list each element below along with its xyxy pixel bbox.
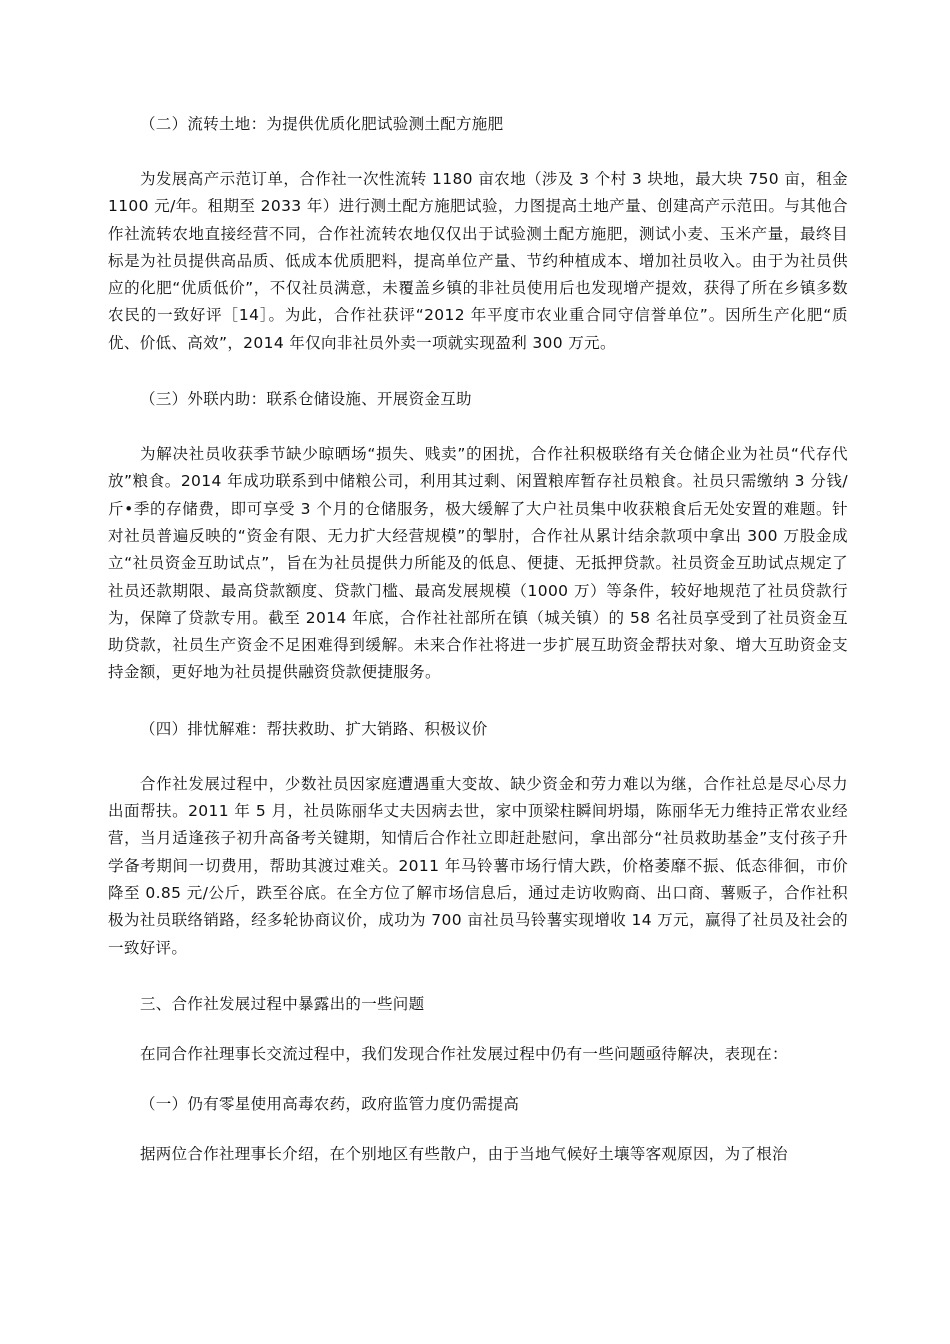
section-paragraph-3: 为解决社员收获季节缺少晾晒场“损失、贱卖”的困扰，合作社积极联络有关仓储企业为社员“代存代放”粮食。2014 年成功联系到中储粮公司，利用其过剩、闲置粮库暂存社员粮食。社员只需缴纳 3 分钱/斤•季的存储费，即可享受 3 个月的仓储服务，极大缓解了大户社员集中收获粮食后无处安置的难题。针对社员普遍反映的“资金有限、无力扩大经营规模”的掣肘，合作社从累计结余款项中拿出 300 万股金成立“社员资金互助试点”，旨在为社员提供力所能及的低息、便捷、无抵押贷款。社员资金互助试点规定了社员还款期限、最高贷款额度、贷款门槛、最高发展规模（1000 万）等条件，较好地规范了社员贷款行为，保障了贷款专用。截至 2014 年底，合作社社部所在镇（城关镇）的 58 名社员享受到了社员资金互助贷款，社员生产资金不足困难得到缓解。未来合作社将进一步扩展互助资金帮扶对象、增大互助资金支持金额，更好地为社员提供融资贷款便捷服务。 (108, 445, 848, 682)
part-3-subheading-1: （一）仍有零星使用高毒农药，政府监管力度仍需提高 (140, 1094, 520, 1113)
section-heading-4: （四）排忧解难：帮扶救助、扩大销路、积极议价 (140, 719, 488, 738)
document-body (108, 108, 848, 1170)
part-heading-3: 三、合作社发展过程中暴露出的一些问题 (140, 994, 425, 1013)
section-paragraph-2: 为发展高产示范订单，合作社一次性流转 1180 亩农地（涉及 3 个村 3 块地，最大块 750 亩，租金 1100 元/年。租期至 2033 年）进行测土配方施肥试验，力图提高土地产量、创建高产示范田。与其他合作社流转农地直接经营不同，合作社流转农地仅仅出于试验测土配方施肥，测试小麦、玉米产量，最终目标是为社员提供高品质、低成本优质肥料，提高单位产量、节约种植成本、增加社员收入。由于为社员供应的化肥“优质低价”，不仅社员满意，未覆盖乡镇的非社员使用后也发现增产提效，获得了所在乡镇多数农民的一致好评［14］。为此，合作社获评“2012 年平度市农业重合同守信誉单位”。因所生产化肥“质优、价低、高效”，2014 年仅向非社员外卖一项就实现盈利 300 万元。 (108, 170, 848, 352)
part-3-subparagraph-1: 据两位合作社理事长介绍，在个别地区有些散户，由于当地气候好土壤等客观原因，为了根治 (140, 1144, 788, 1163)
part-3-intro: 在同合作社理事长交流过程中，我们发现合作社发展过程中仍有一些问题亟待解决，表现在： (140, 1044, 788, 1063)
section-heading-2: （二）流转土地：为提供优质化肥试验测土配方施肥 (140, 115, 504, 133)
section-paragraph-4: 合作社发展过程中，少数社员因家庭遭遇重大变故、缺少资金和劳力难以为继，合作社总是尽心尽力出面帮扶。2011 年 5 月，社员陈丽华丈夫因病去世，家中顶梁柱瞬间坍塌，陈丽华无力维持正常农业经营，当月适逢孩子初升高备考关键期，知情后合作社立即赶赴慰问，拿出部分“社员救助基金”支付孩子升学备考期间一切费用，帮助其渡过难关。2011 年马铃薯市场行情大跌，价格萎靡不振、低态徘徊，市价降至 0.85 元/公斤，跌至谷底。在全方位了解市场信息后，通过走访收购商、出口商、薯贩子，合作社积极为社员联络销路，经多轮协商议价，成功为 700 亩社员马铃薯实现增收 14 万元，赢得了社员及社会的一致好评。 (108, 774, 848, 957)
section-heading-3: （三）外联内助：联系仓储设施、开展资金互助 (140, 390, 472, 409)
